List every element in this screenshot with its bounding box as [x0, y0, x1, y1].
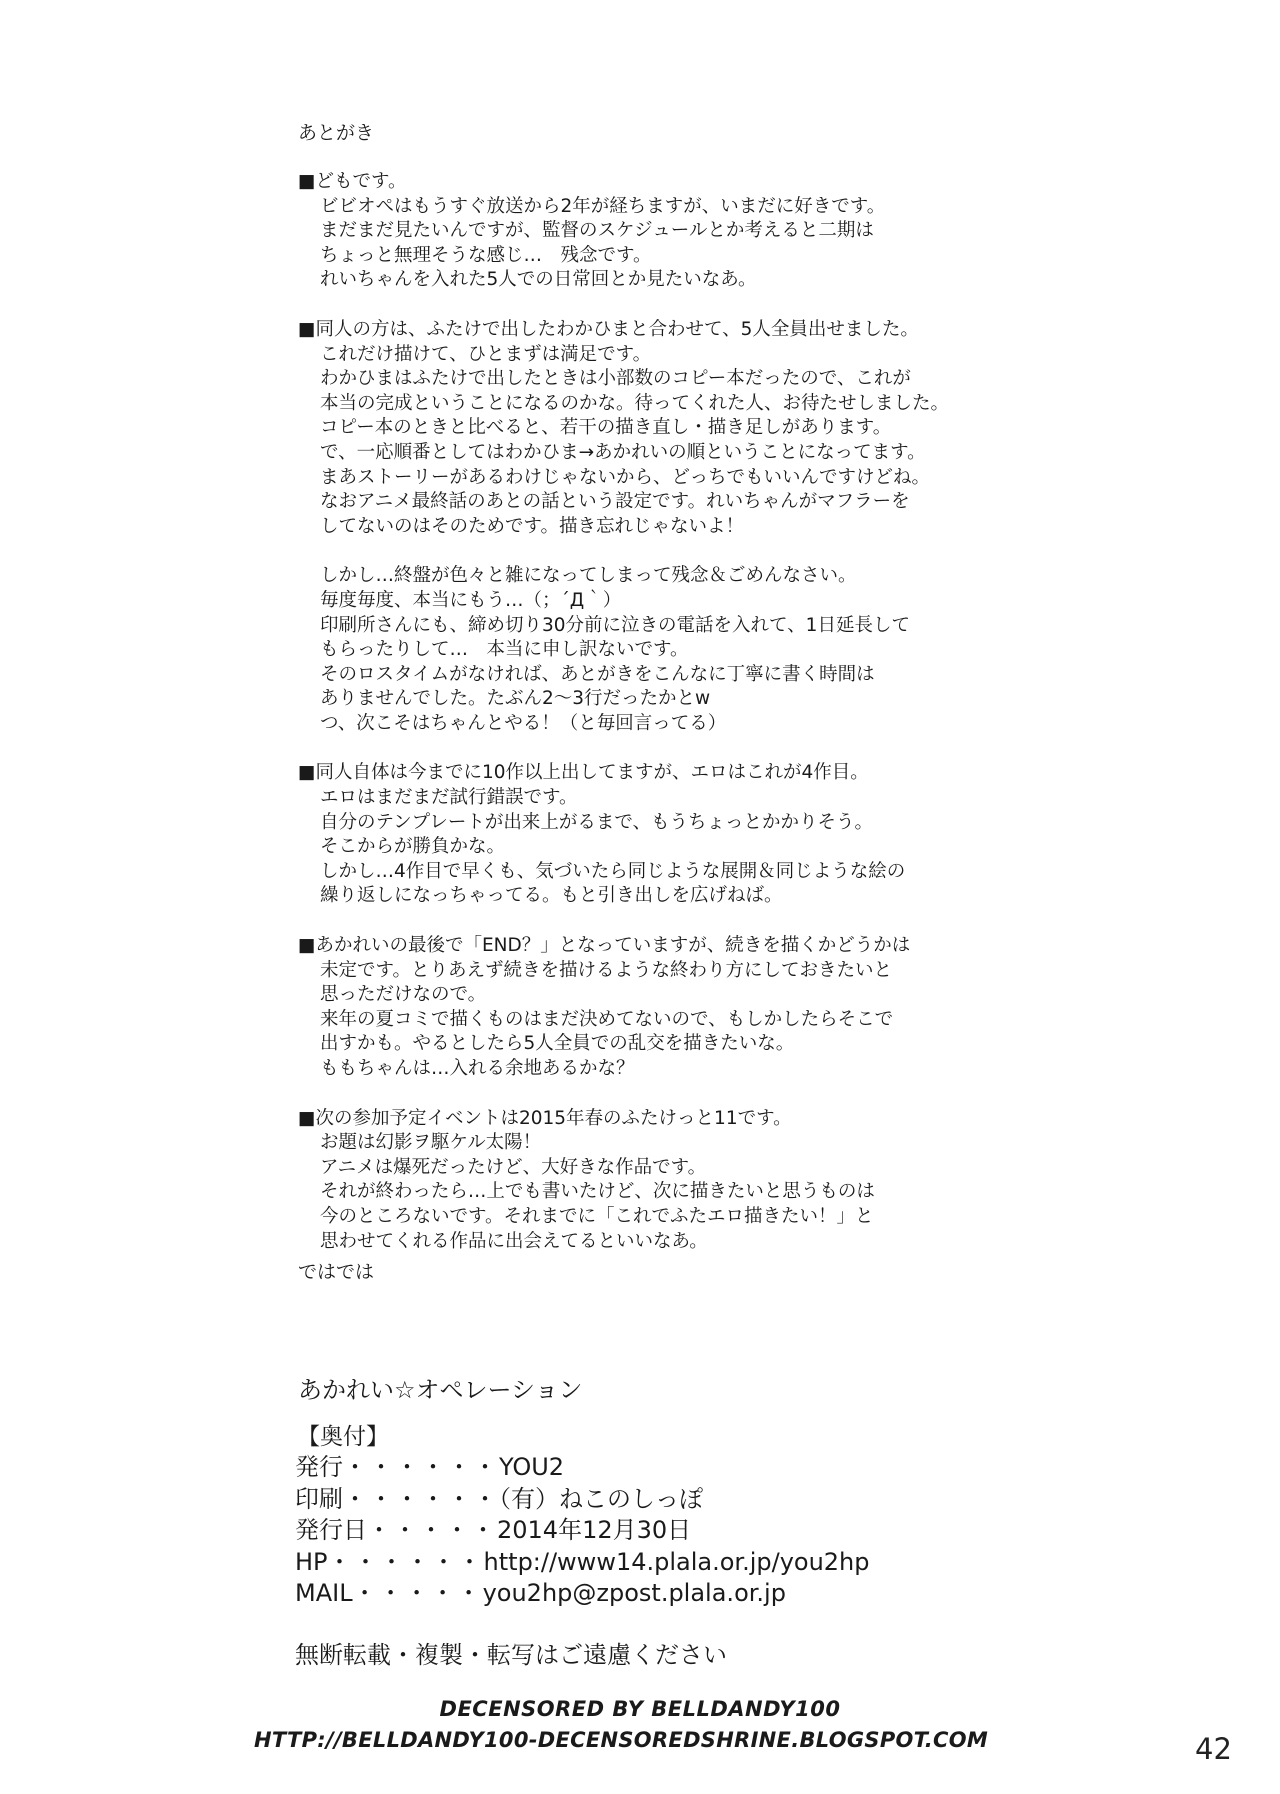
- afterword-line: ■同人の方は、ふたけで出したわかひまと合わせて、5人全員出せました。: [298, 318, 919, 340]
- afterword-line: なおアニメ最終話のあとの話という設定です。れいちゃんがマフラーを: [320, 491, 910, 513]
- colophon-dots: ・・・・・・: [343, 1484, 499, 1513]
- afterword-line: 未定です。とりあえず続きを描けるような終わり方にしておきたいと: [320, 959, 893, 981]
- afterword-line: まあストーリーがあるわけじゃないから、どっちでもいいんですけどね。: [320, 466, 930, 488]
- colophon-value: http://www14.plala.or.jp/you2hp: [483, 1547, 870, 1576]
- afterword-line: まだまだ見たいんですが、監督のスケジュールとか考えると二期は: [320, 220, 874, 242]
- colophon-label: 発行: [295, 1453, 343, 1481]
- credit-line: DECENSORED BY BELLDANDY100: [439, 1697, 841, 1721]
- afterword-line: ありませんでした。たぶん2～3行だったかとw: [320, 688, 711, 710]
- afterword-line: コピー本のときと比べると、若干の描き直し・描き足しがあります。: [320, 417, 892, 439]
- colophon-dots: ・・・・・・: [327, 1547, 484, 1576]
- afterword-section: [298, 318, 1038, 539]
- afterword-line: 繰り返しになっちゃってる。もと引き出しを広げねば。: [320, 885, 783, 907]
- afterword-line: ちょっと無理そうな感じ… 残念です。: [320, 244, 652, 266]
- afterword-line: ビビオペはもうすぐ放送から2年が経ちますが、いまだに好きです。: [320, 195, 886, 217]
- colophon-row-printer: [295, 1484, 870, 1516]
- book-title: あかれい☆オペレーション: [298, 1376, 583, 1404]
- colophon-label: HP: [295, 1547, 328, 1576]
- afterword-line: 今のところないです。それまでに「これでふたエロ描きたい！」と: [320, 1205, 874, 1227]
- afterword-line: 思っただけなので。: [320, 984, 487, 1006]
- afterword-closing: ではでは: [298, 1261, 375, 1283]
- colophon-row-homepage: [295, 1547, 870, 1579]
- afterword-line: 来年の夏コミで描くものはまだ決めてないので、もしかしたらそこで: [320, 1008, 894, 1030]
- afterword-line: しかし…終盤が色々と雑になってしまって残念＆ごめんなさい。: [320, 565, 857, 587]
- afterword-section: [298, 170, 1038, 293]
- afterword-line: 毎度毎度、本当にもう…（；´Д｀）: [320, 589, 622, 611]
- colophon: [295, 1422, 870, 1610]
- afterword-line: お題は幻影ヲ駆ケル太陽！: [320, 1132, 542, 1154]
- colophon-label: 印刷: [295, 1484, 343, 1513]
- colophon-value: 2014年12月30日: [497, 1516, 692, 1544]
- afterword-line: 思わせてくれる作品に出会えてるといいなあ。: [320, 1230, 708, 1252]
- colophon-row-mail: [295, 1578, 870, 1610]
- afterword-line: これだけ描けて、ひとまずは満足です。: [320, 343, 652, 365]
- afterword-line: れいちゃんを入れた5人での日常回とか見たいなあ。: [320, 269, 757, 291]
- afterword-line: もらったりして… 本当に申し訳ないです。: [320, 639, 689, 661]
- afterword-heading: あとがき: [298, 122, 375, 144]
- afterword-line: そのロスタイムがなければ、あとがきをこんなに丁寧に書く時間は: [320, 663, 875, 685]
- afterword-line: ■どもです。: [298, 171, 407, 192]
- afterword-line: ももちゃんは…入れる余地あるかな？: [320, 1058, 635, 1079]
- afterword-line: アニメは爆死だったけど、大好きな作品です。: [320, 1156, 707, 1178]
- afterword-line: で、一応順番としてはわかひま→あかれいの順ということになってます。: [320, 441, 926, 463]
- afterword-line: しかし…4作目で早くも、気づいたら同じような展開＆同じような絵の: [320, 860, 906, 882]
- afterword-section: [298, 934, 1038, 1082]
- afterword-line: ■あかれいの最後で「END？」となっていますが、続きを描くかどうかは: [298, 935, 911, 957]
- afterword-line: 出すかも。やるとしたら5人全員での乱交を描きたいな。: [320, 1033, 795, 1055]
- afterword-line: ■同人自体は今までに10作以上出してますが、エロはこれが4作目。: [298, 762, 869, 784]
- afterword-line: それが終わったら…上でも書いたけど、次に描きたいと思うものは: [320, 1181, 875, 1203]
- afterword-line: ■次の参加予定イベントは2015年春のふたけっと11です。: [298, 1107, 792, 1129]
- afterword-body: [298, 170, 1038, 1279]
- colophon-row-publisher: [295, 1452, 870, 1484]
- afterword-line: わかひまはふたけで出したときは小部数のコピー本だったので、これが: [320, 368, 911, 390]
- afterword-line: そこからが勝負かな。: [320, 836, 506, 858]
- afterword-line: 自分のテンプレートが出来上がるまで、もうちょっとかかりそう。: [320, 811, 873, 833]
- afterword-section: [298, 564, 1038, 736]
- credit-url: HTTP://BELLDANDY100-DECENSOREDSHRINE.BLOGSPOT.COM: [254, 1728, 989, 1752]
- afterword-section: [298, 761, 1038, 909]
- afterword-line: つ、次こそはちゃんとやる！（と毎回言ってる）: [320, 712, 727, 734]
- colophon-heading: 【奥付】: [297, 1424, 389, 1450]
- afterword-line: エロはまだまだ試行錯誤です。: [320, 787, 578, 809]
- afterword-line: してないのはそのためです。描き忘れじゃないよ！: [320, 515, 745, 537]
- afterword-section: [298, 1107, 1038, 1255]
- colophon-value: （有）ねこのしっぽ: [499, 1484, 703, 1513]
- page-number: 42: [1195, 1732, 1232, 1766]
- colophon-row-date: [295, 1515, 870, 1547]
- copyright-notice: 無断転載・複製・転写はご遠慮ください: [295, 1641, 727, 1669]
- colophon-label: 発行日: [295, 1516, 367, 1544]
- afterword-line: 印刷所さんにも、締め切り30分前に泣きの電話を入れて、1日延長して: [320, 614, 910, 636]
- colophon-value: you2hp@zpost.plala.or.jp: [482, 1579, 786, 1607]
- colophon-dots: ・・・・・・: [343, 1453, 499, 1481]
- colophon-dots: ・・・・・: [352, 1579, 483, 1607]
- colophon-label: MAIL: [295, 1579, 353, 1607]
- colophon-value: YOU2: [499, 1453, 565, 1481]
- colophon-dots: ・・・・・: [367, 1516, 497, 1544]
- afterword-line: 本当の完成ということになるのかな。待ってくれた人、お待たせしました。: [320, 392, 950, 414]
